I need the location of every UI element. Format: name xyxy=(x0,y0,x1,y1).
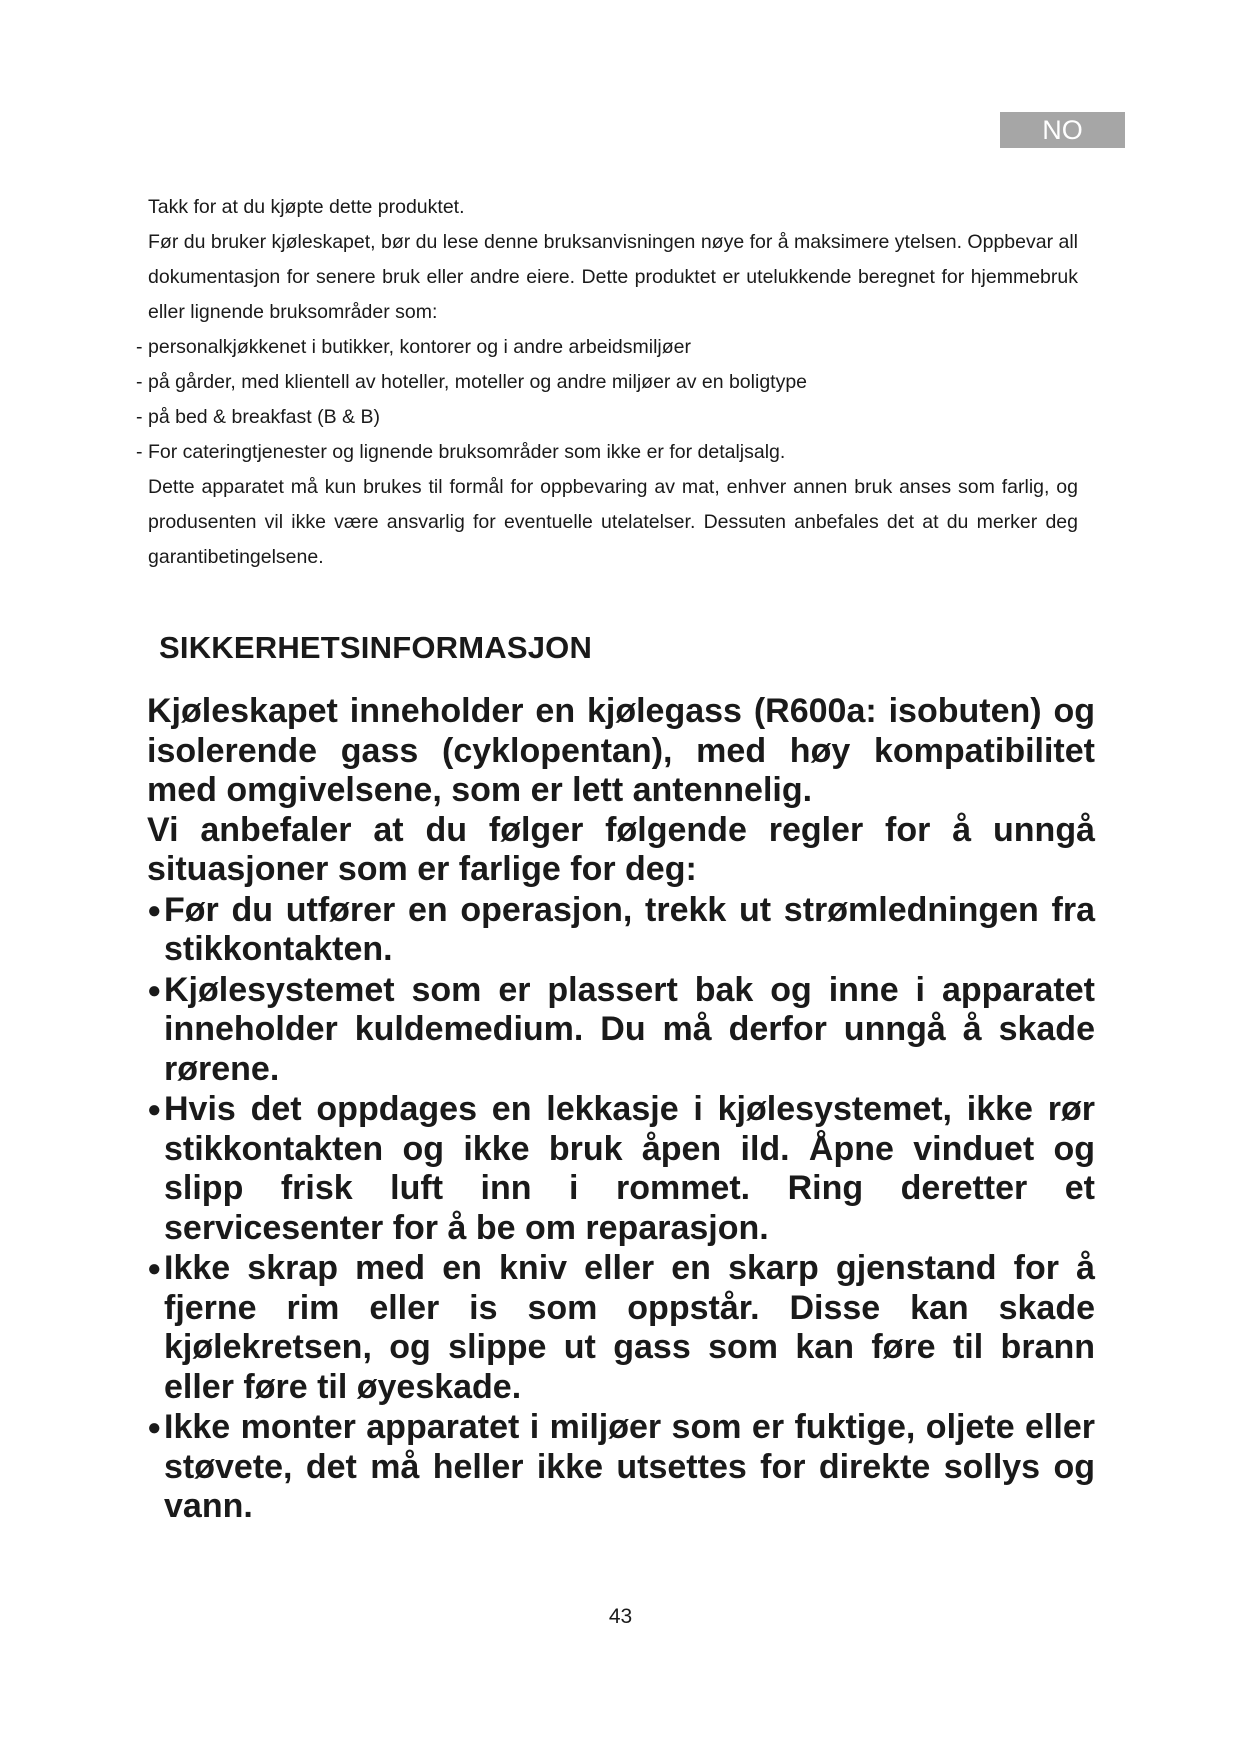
intro-thanks: Takk for at du kjøpte dette produktet. xyxy=(148,196,465,218)
intro-section xyxy=(136,190,1078,575)
safety-list xyxy=(147,891,1095,1527)
safety-bullet: ● Før du utfører en operasjon, trekk ut strømledningen fra stikkontakten. xyxy=(147,890,1095,968)
page-number: 43 xyxy=(608,1605,633,1628)
intro-paragraph: Dette apparatet må kun brukes til formål for oppbevaring av mat, enhver annen bruk anses som farlig, og produsenten vil ikke være ansvarlig for eventuelle utelatelser. Dessuten anbefales det at du merker deg garantibetingelsene. xyxy=(148,476,1078,568)
bullet-icon: ● xyxy=(147,896,162,924)
list-item: - på bed & breakfast (B & B) xyxy=(136,406,380,428)
safety-paragraph: Vi anbefaler at du følger følgende regler for å unngå situasjoner som er farlige for deg: xyxy=(147,810,1095,888)
bullet-icon: ● xyxy=(147,1414,162,1441)
bullet-icon: ● xyxy=(147,1255,162,1282)
list-item: - på gårder, med klientell av hoteller, moteller og andre miljøer av en boligtype xyxy=(136,371,808,393)
list-item: - personalkjøkkenet i butikker, kontorer og i andre arbeidsmiljøer xyxy=(136,336,692,358)
bullet-icon: ● xyxy=(147,976,162,1004)
section-title: SIKKERHETSINFORMASJON xyxy=(159,630,593,665)
safety-paragraph: Kjøleskapet inneholder en kjølegass (R600a: isobuten) og isolerende gass (cyklopentan), med høy kompatibilitet med omgivelsene, som er lett antennelig. xyxy=(147,692,1095,809)
safety-bullet: ● Ikke monter apparatet i miljøer som er fuktige, oljete eller støvete, det må heller ikke utsettes for direkte sollys og vann. xyxy=(147,1408,1095,1525)
usage-list xyxy=(136,330,1078,470)
safety-bullet: ● Kjølesystemet som er plassert bak og inne i apparatet inneholder kuldemedium. Du må derfor unngå å skade rørene. xyxy=(147,970,1095,1088)
safety-bullet: ● Ikke skrap med en kniv eller en skarp gjenstand for å fjerne rim eller is som oppstår. Disse kan skade kjølekretsen, og slippe ut gass som kan føre til brann eller føre til øyeskade. xyxy=(147,1249,1095,1406)
list-item: - For cateringtjenester og lignende bruksområder som ikke er for detaljsalg. xyxy=(136,441,786,463)
language-badge: NO xyxy=(1000,112,1125,148)
safety-section xyxy=(147,692,1095,1527)
safety-bullet: ● Hvis det oppdages en lekkasje i kjølesystemet, ikke rør stikkontakten og ikke bruk åpen ild. Åpne vinduet og slipp frisk luft inn i rommet. Ring deretter et servicesenter for å be om reparasjon. xyxy=(147,1090,1095,1247)
bullet-icon: ● xyxy=(147,1096,162,1123)
intro-paragraph: Før du bruker kjøleskapet, bør du lese denne bruksanvisningen nøye for å maksimere ytelsen. Oppbevar all dokumentasjon for senere bruk eller andre eiere. Dette produktet er utelukkende beregnet for hjemmebruk eller lignende bruksområder som: xyxy=(148,231,1078,323)
